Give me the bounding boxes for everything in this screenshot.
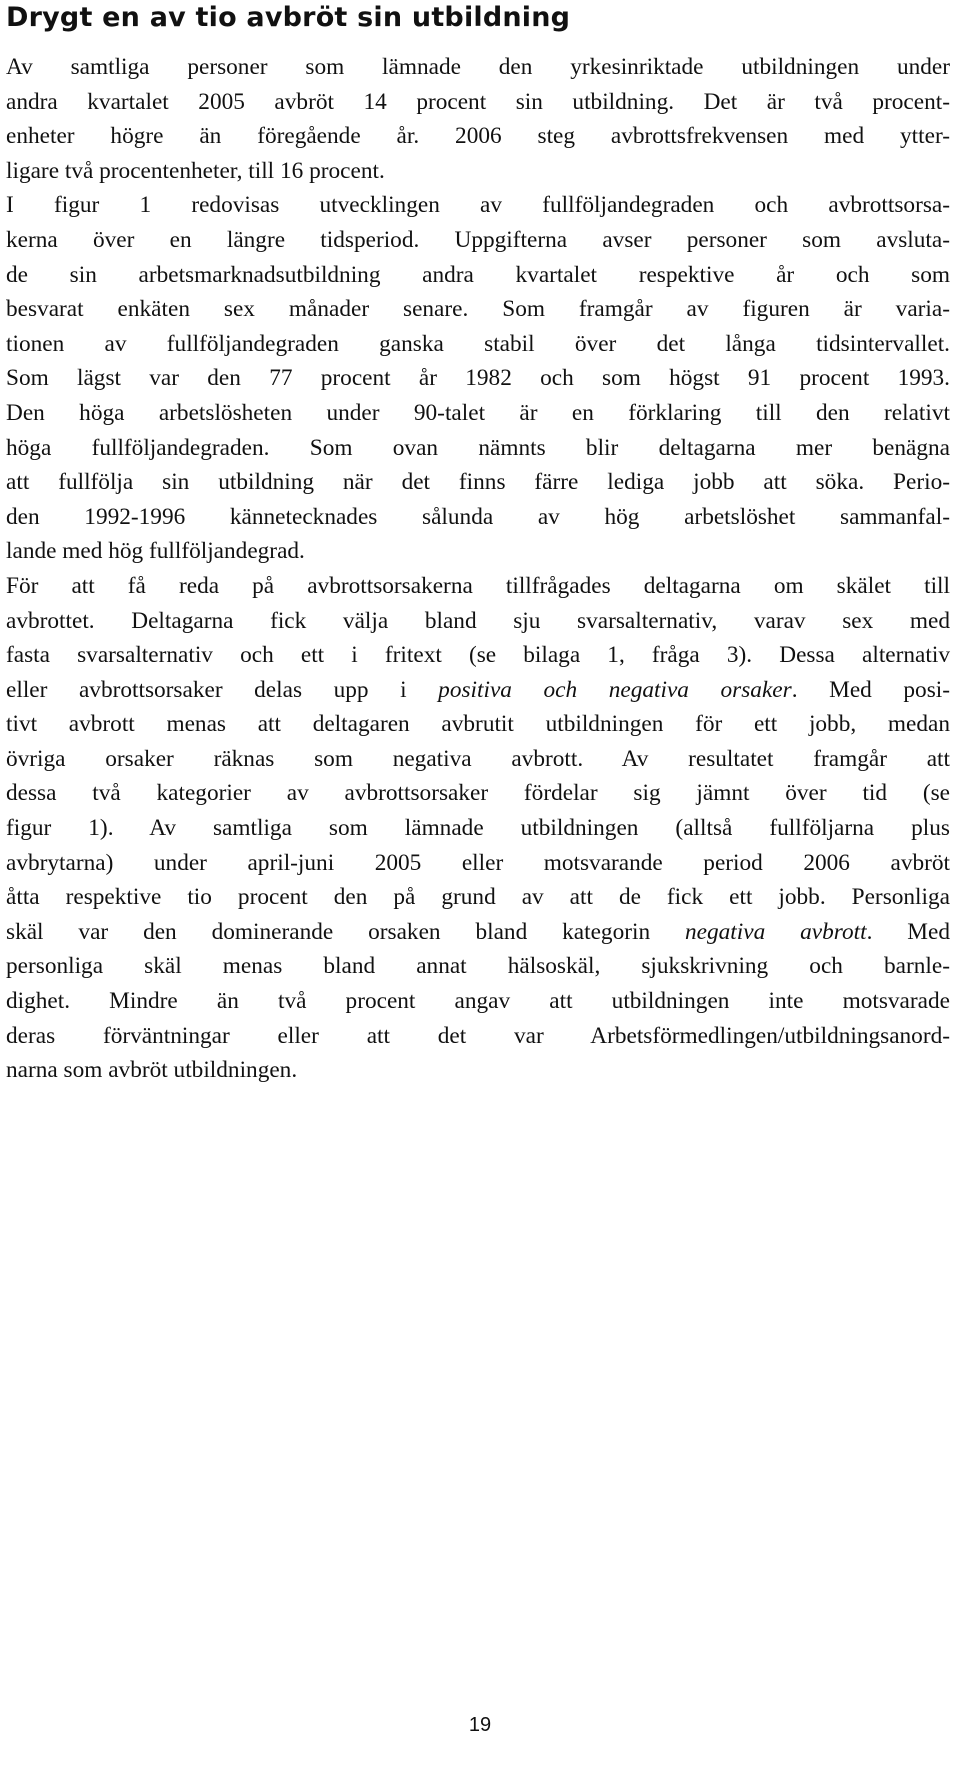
text-line: besvarat enkäten sex månader senare. Som framgår av figuren är varia- <box>6 296 950 323</box>
italic-term: negativa avbrott <box>685 918 867 945</box>
paragraph-2 <box>6 188 950 569</box>
text-segment: . Med <box>866 918 951 945</box>
text-line: deras förväntningar eller att det var Arbetsförmedlingen/utbildningsanord- <box>6 1022 950 1049</box>
text-line: Den höga arbetslösheten under 90-talet är en förklaring till den relativt <box>6 399 950 426</box>
text-line: kerna över en längre tidsperiod. Uppgifterna avser personer som avsluta- <box>6 226 950 253</box>
text-line: andra kvartalet 2005 avbröt 14 procent sin utbildning. Det är två procent- <box>6 88 950 115</box>
text-line: att fullfölja sin utbildning när det finns färre lediga jobb att söka. Perio- <box>6 469 950 496</box>
text-line: narna som avbröt utbildningen. <box>6 1057 298 1084</box>
text-line: avbrottet. Deltagarna fick välja bland sju svarsalternativ, varav sex med <box>6 607 950 634</box>
paragraph-3 <box>6 569 950 1088</box>
text-line: personliga skäl menas bland annat hälsoskäl, sjukskrivning och barnle- <box>6 953 950 980</box>
italic-term: positiva och negativa orsaker <box>438 676 792 703</box>
text-line: fasta svarsalternativ och ett i fritext (se bilaga 1, fråga 3). Dessa alternativ <box>6 642 950 669</box>
text-line: ligare två procentenheter, till 16 procent. <box>6 157 385 184</box>
text-line: de sin arbetsmarknadsutbildning andra kvartalet respektive år och som <box>6 261 950 288</box>
text-line: dessa två kategorier av avbrottsorsaker fördelar sig jämnt över tid (se <box>6 780 950 807</box>
text-line: enheter högre än föregående år. 2006 steg avbrottsfrekvensen med ytter- <box>6 123 950 150</box>
text-line: den 1992-1996 kännetecknades sålunda av hög arbetslöshet sammanfal- <box>6 503 950 530</box>
text-line: höga fullföljandegraden. Som ovan nämnts blir deltagarna mer benägna <box>6 434 950 461</box>
text-line-with-italic <box>6 915 950 950</box>
text-segment: . Med posi- <box>791 676 950 703</box>
paragraph-1 <box>6 50 950 188</box>
text-line: åtta respektive tio procent den på grund av att de fick ett jobb. Personliga <box>6 884 950 911</box>
text-line: lande med hög fullföljandegrad. <box>6 538 305 565</box>
text-line: figur 1). Av samtliga som lämnade utbildningen (alltså fullföljarna plus <box>6 815 950 842</box>
text-line: I figur 1 redovisas utvecklingen av fullföljandegraden och avbrottsorsa- <box>6 192 950 219</box>
text-line: Av samtliga personer som lämnade den yrkesinriktade utbildningen under <box>6 54 950 80</box>
section-heading: Drygt en av tio avbröt sin utbildning <box>6 2 571 33</box>
text-line: avbrytarna) under april-juni 2005 eller motsvarande period 2006 avbröt <box>6 849 950 876</box>
text-segment: eller avbrottsorsaker delas upp i <box>6 676 439 703</box>
text-line: dighet. Mindre än två procent angav att utbildningen inte motsvarade <box>6 988 950 1015</box>
body-text <box>6 50 950 1088</box>
text-line: För att få reda på avbrottsorsakerna tillfrågades deltagarna om skälet till <box>6 572 950 599</box>
text-line-with-italic <box>6 673 950 708</box>
page-number: 19 <box>468 1714 492 1736</box>
text-line: Som lägst var den 77 procent år 1982 och som högst 91 procent 1993. <box>6 365 950 392</box>
text-line: tivt avbrott menas att deltagaren avbrutit utbildningen för ett jobb, medan <box>6 711 950 738</box>
text-segment: skäl var den dominerande orsaken bland kategorin <box>6 918 686 945</box>
text-line: tionen av fullföljandegraden ganska stabil över det långa tidsintervallet. <box>6 330 950 357</box>
text-line: övriga orsaker räknas som negativa avbrott. Av resultatet framgår att <box>6 745 950 772</box>
